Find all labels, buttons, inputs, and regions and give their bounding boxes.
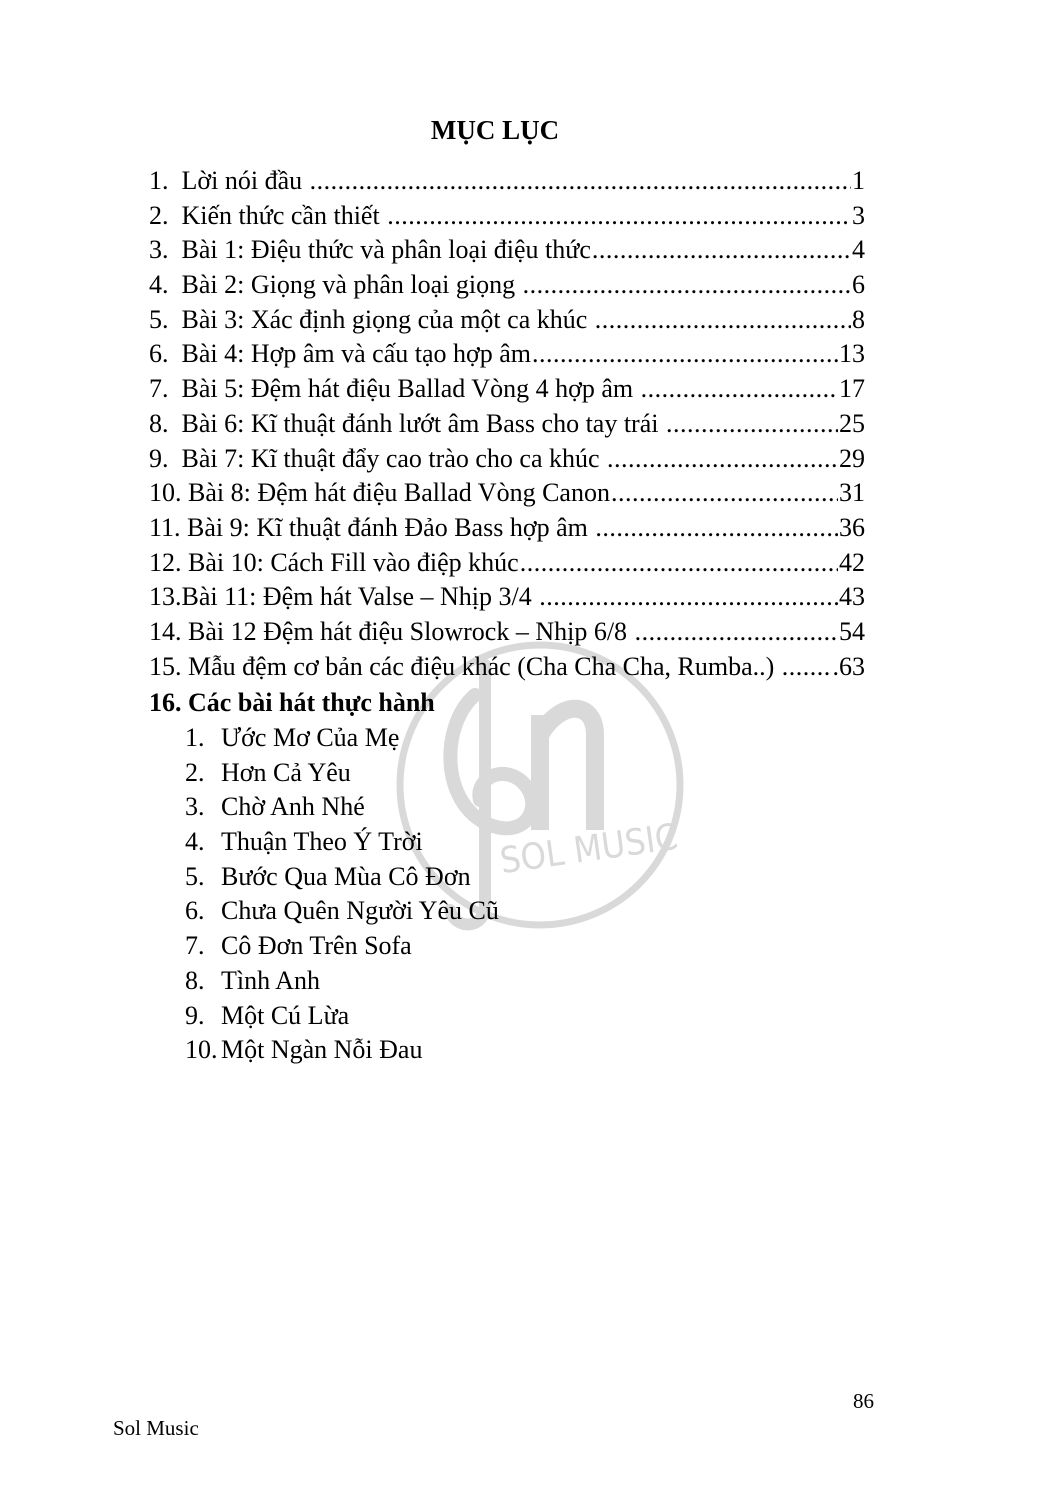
- song-number: 2.: [185, 757, 205, 787]
- toc-entry-number: 14.: [149, 616, 188, 646]
- toc-entry: [149, 511, 865, 546]
- toc-dot-leader: [539, 580, 838, 615]
- song-number: 1.: [185, 723, 205, 752]
- toc-entry-page: 54: [839, 616, 865, 646]
- song-item: [185, 999, 499, 1034]
- toc-entry: [149, 650, 865, 685]
- toc-entry: [149, 580, 865, 615]
- song-number: 6.: [185, 896, 205, 926]
- toc-dot-leader: [520, 546, 838, 581]
- toc-entry-page: 42: [839, 547, 865, 577]
- toc-entry: [149, 199, 865, 234]
- song-item: [185, 721, 499, 756]
- song-number: 10.: [185, 1035, 218, 1065]
- toc-entry: [149, 268, 865, 303]
- toc-entry-number: 1.: [149, 166, 182, 195]
- toc-entry-title: Mẫu đệm cơ bản các điệu khác (Cha Cha Cha, Rumba..): [188, 651, 781, 681]
- song-title: Một Ngàn Nỗi Đau: [221, 1035, 423, 1065]
- toc-entry-number: 2.: [149, 200, 182, 230]
- toc-entry-number: 11.: [149, 512, 188, 542]
- song-item: [185, 825, 499, 860]
- toc-entry-number: 8.: [149, 408, 182, 438]
- toc-entry-title: Bài 11: Đệm hát Valse – Nhịp 3/4: [181, 582, 539, 612]
- song-item: [185, 894, 499, 929]
- toc-entry-page: 13: [839, 339, 865, 369]
- toc-entry-page: 25: [839, 408, 865, 438]
- toc-entry-number: 6.: [149, 339, 182, 369]
- toc-entry-title: Kiến thức cần thiết: [181, 200, 387, 230]
- song-number: 7.: [185, 931, 205, 961]
- toc-entry-title: Bài 2: Giọng và phân loại giọng: [181, 270, 522, 300]
- table-of-contents: [149, 164, 865, 684]
- toc-entry-number: 12.: [149, 547, 188, 577]
- toc-dot-leader: [595, 511, 838, 546]
- toc-entry: [149, 442, 865, 477]
- toc-entry-number: 10.: [149, 478, 188, 508]
- song-title: Thuận Theo Ý Trời: [221, 827, 423, 857]
- toc-entry-page: .63: [832, 651, 865, 681]
- page-title: MỤC LỤC: [430, 115, 560, 145]
- song-item: [185, 860, 499, 895]
- toc-dot-leader: [782, 650, 832, 685]
- page-number: 86: [853, 1389, 874, 1413]
- song-number: 9.: [185, 1000, 205, 1030]
- toc-dot-leader: [611, 476, 838, 511]
- song-title: Ước Mơ Của Mẹ: [221, 723, 400, 752]
- toc-entry-page: 29: [839, 443, 865, 473]
- toc-entry-title: Bài 4: Hợp âm và cấu tạo hợp âm: [181, 339, 532, 369]
- toc-entry-page: 43: [839, 582, 865, 612]
- toc-entry-title: Bài 1: Điệu thức và phân loại điệu thức: [181, 235, 591, 265]
- toc-dot-leader: [635, 615, 838, 650]
- toc-entry-number: 4.: [149, 270, 182, 300]
- toc-entry-page: 17: [839, 374, 865, 404]
- song-number: 3.: [185, 792, 205, 822]
- song-title: Cô Đơn Trên Sofa: [221, 931, 412, 961]
- song-item: [185, 964, 499, 999]
- song-title: Hơn Cả Yêu: [221, 757, 351, 787]
- song-number: 5.: [185, 861, 205, 891]
- toc-entry-title: Bài 12 Đệm hát điệu Slowrock – Nhịp 6/8: [188, 616, 634, 646]
- toc-entry-number: 15.: [149, 651, 188, 681]
- toc-dot-leader: [666, 407, 838, 442]
- toc-entry-title: Bài 3: Xác định giọng của một ca khúc: [181, 304, 594, 334]
- toc-dot-leader: [532, 337, 838, 372]
- toc-entry: [149, 164, 865, 199]
- toc-entry-title: Bài 8: Đệm hát điệu Ballad Vòng Canon: [188, 478, 610, 508]
- practice-songs-heading: 16. Các bài hát thực hành: [149, 688, 435, 717]
- toc-entry-title: Bài 6: Kĩ thuật đánh lướt âm Bass cho tay trái: [181, 408, 665, 438]
- toc-entry-page: 6: [852, 270, 865, 300]
- toc-entry: [149, 546, 865, 581]
- toc-entry: [149, 337, 865, 372]
- toc-entry-page: 4: [852, 235, 865, 265]
- song-title: Tình Anh: [221, 965, 320, 995]
- toc-entry: [149, 233, 865, 268]
- toc-dot-leader: [523, 268, 851, 303]
- toc-dot-leader: [595, 303, 851, 338]
- song-item: [185, 756, 499, 791]
- toc-entry-page: 36: [839, 512, 865, 542]
- song-number: 8.: [185, 965, 205, 995]
- toc-entry: [149, 407, 865, 442]
- toc-entry-title: Bài 10: Cách Fill vào điệp khúc: [188, 547, 519, 577]
- song-item: [185, 790, 499, 825]
- footer-text: Sol Music: [113, 1416, 199, 1440]
- toc-entry-page: 3: [852, 200, 865, 230]
- song-title: Chờ Anh Nhé: [221, 792, 365, 822]
- toc-entry-title: Bài 5: Đệm hát điệu Ballad Vòng 4 hợp âm: [181, 374, 640, 404]
- toc-dot-leader: [310, 164, 851, 199]
- toc-entry: [149, 615, 865, 650]
- toc-entry-title: Bài 7: Kĩ thuật đẩy cao trào cho ca khúc: [181, 443, 607, 473]
- song-item: [185, 929, 499, 964]
- toc-entry-title: Lời nói đầu: [181, 166, 309, 195]
- toc-entry: [149, 303, 865, 338]
- toc-dot-leader: [607, 442, 838, 477]
- song-title: Một Cú Lừa: [221, 1000, 350, 1030]
- toc-entry-number: 3.: [149, 235, 182, 265]
- toc-dot-leader: [387, 199, 851, 234]
- song-title: Bước Qua Mùa Cô Đơn: [221, 861, 471, 891]
- toc-entry-number: 5.: [149, 304, 182, 334]
- practice-songs-list: [185, 721, 499, 1068]
- song-item: [185, 1033, 499, 1068]
- toc-entry-number: 7.: [149, 374, 182, 404]
- toc-entry: [149, 372, 865, 407]
- toc-entry-number: 13.: [149, 582, 182, 612]
- song-title: Chưa Quên Người Yêu Cũ: [221, 896, 499, 926]
- toc-dot-leader: [592, 233, 851, 268]
- toc-entry: [149, 476, 865, 511]
- toc-entry-number: 9.: [149, 443, 182, 473]
- watermark-text: SOL MUSIC: [497, 816, 681, 883]
- song-number: 4.: [185, 827, 205, 857]
- toc-entry-title: Bài 9: Kĩ thuật đánh Đảo Bass hợp âm: [187, 512, 595, 542]
- toc-entry-page: 8: [852, 304, 865, 334]
- toc-entry-page: 31: [839, 478, 865, 508]
- toc-entry-page: 1: [852, 166, 865, 195]
- toc-dot-leader: [641, 372, 838, 407]
